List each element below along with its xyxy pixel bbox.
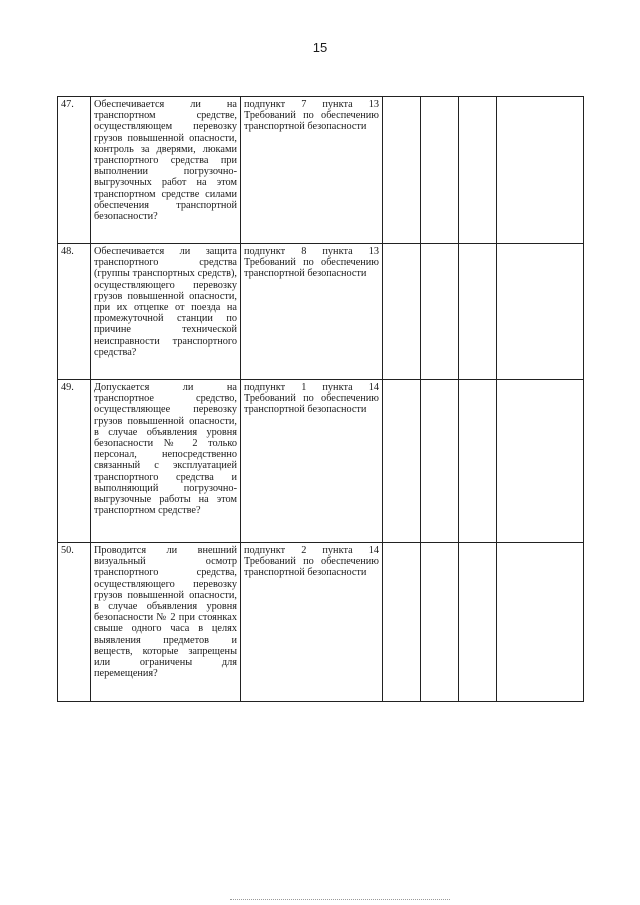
empty-cell (497, 380, 584, 543)
empty-cell (421, 543, 459, 702)
empty-cell (421, 97, 459, 244)
question-text: Обеспечивается ли защита транспортного средства (группы транспортных средств), осуществляющего перевозку грузов повышенной опасности, при их отцепке от поезда на промежуточной станции по причине технической неисправности транспортного средства? (91, 244, 241, 380)
empty-cell (459, 244, 497, 380)
empty-cell (497, 97, 584, 244)
empty-cell (383, 380, 421, 543)
row-number: 49. (58, 380, 91, 543)
requirement-reference: подпункт 8 пункта 13 Требований по обеспечению транспортной безопасности (241, 244, 383, 380)
page-number: 15 (312, 40, 328, 55)
question-text: Проводится ли внешний визуальный осмотр транспортного средства, осуществляющего перевозку грузов повышенной опасности, в случае объявления уровня безопасности № 2 при стоянках свыше одного часа в целях выявления предметов и веществ, которые запрещены или ограничены для перемещения? (91, 543, 241, 702)
checklist-table (57, 96, 584, 702)
row-number: 47. (58, 97, 91, 244)
requirement-reference: подпункт 2 пункта 14 Требований по обеспечению транспортной безопасности (241, 543, 383, 702)
table-row (58, 97, 584, 244)
row-number: 50. (58, 543, 91, 702)
row-number: 48. (58, 244, 91, 380)
empty-cell (383, 97, 421, 244)
empty-cell (459, 97, 497, 244)
table-row (58, 543, 584, 702)
empty-cell (459, 543, 497, 702)
empty-cell (421, 244, 459, 380)
empty-cell (383, 244, 421, 380)
question-text: Обеспечивается ли на транспортном средстве, осуществляющем перевозку грузов повышенной опасности, контроль за дверями, люками транспортного средства при выполнении погрузочно-выгрузочных работ на этом транспортном средстве силами обеспечения транспортной безопасности? (91, 97, 241, 244)
empty-cell (497, 244, 584, 380)
requirement-reference: подпункт 1 пункта 14 Требований по обеспечению транспортной безопасности (241, 380, 383, 543)
question-text: Допускается ли на транспортное средство, осуществляющее перевозку грузов повышенной опасности, в случае объявления уровня безопасности № 2 только персонал, непосредственно связанный с эксплуатацией транспортного средства и выполняющий погрузочно-выгрузочные работы на этом транспортном средстве? (91, 380, 241, 543)
empty-cell (497, 543, 584, 702)
empty-cell (383, 543, 421, 702)
scan-edge-line (230, 899, 450, 900)
requirement-reference: подпункт 7 пункта 13 Требований по обеспечению транспортной безопасности (241, 97, 383, 244)
table-row (58, 380, 584, 543)
table-row (58, 244, 584, 380)
empty-cell (421, 380, 459, 543)
empty-cell (459, 380, 497, 543)
